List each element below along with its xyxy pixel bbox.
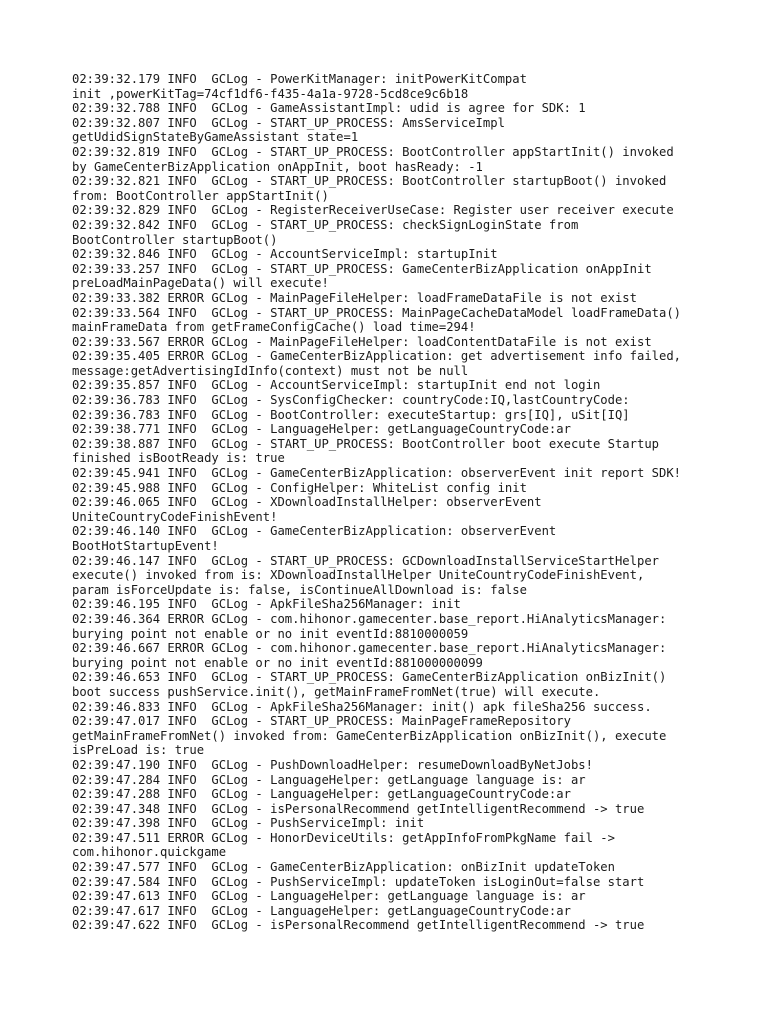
log-line: 02:39:46.653 INFO GCLog - START_UP_PROCESS: GameCenterBizApplication onBizInit() <box>72 670 667 685</box>
log-line: preLoadMainPageData() will execute! <box>72 276 329 291</box>
log-line: 02:39:32.819 INFO GCLog - START_UP_PROCESS: BootController appStartInit() invoked <box>72 144 674 159</box>
log-line: boot success pushService.init(), getMainFrameFromNet(true) will execute. <box>72 684 601 699</box>
log-line: param isForceUpdate is: false, isContinueAllDownload is: false <box>72 582 527 597</box>
log-line: 02:39:46.833 INFO GCLog - ApkFileSha256Manager: init() apk fileSha256 success. <box>72 699 652 714</box>
log-line: 02:39:33.257 INFO GCLog - START_UP_PROCESS: GameCenterBizApplication onAppInit <box>72 261 652 276</box>
log-line: 02:39:46.147 INFO GCLog - START_UP_PROCESS: GCDownloadInstallServiceStartHelper <box>72 553 659 568</box>
log-line: 02:39:47.190 INFO GCLog - PushDownloadHelper: resumeDownloadByNetJobs! <box>72 757 593 772</box>
log-line: 02:39:47.617 INFO GCLog - LanguageHelper: getLanguageCountryCode:ar <box>72 903 571 918</box>
log-line: 02:39:47.017 INFO GCLog - START_UP_PROCESS: MainPageFrameRepository <box>72 714 571 729</box>
log-line: 02:39:47.348 INFO GCLog - isPersonalRecommend getIntelligentRecommend -> true <box>72 801 645 816</box>
log-line: 02:39:46.364 ERROR GCLog - com.hihonor.gamecenter.base_report.HiAnalyticsManager: <box>72 611 667 626</box>
log-line: 02:39:32.788 INFO GCLog - GameAssistantImpl: udid is agree for SDK: 1 <box>72 101 586 116</box>
log-line: 02:39:47.288 INFO GCLog - LanguageHelper: getLanguageCountryCode:ar <box>72 787 571 802</box>
log-line: getMainFrameFromNet() invoked from: GameCenterBizApplication onBizInit(), execute <box>72 728 667 743</box>
log-line: UniteCountryCodeFinishEvent! <box>72 509 278 524</box>
log-line: message:getAdvertisingIdInfo(context) must not be null <box>72 363 469 378</box>
log-line: com.hihonor.quickgame <box>72 845 227 860</box>
log-line: 02:39:32.846 INFO GCLog - AccountServiceImpl: startupInit <box>72 247 498 262</box>
log-line: 02:39:47.398 INFO GCLog - PushServiceImpl: init <box>72 816 425 831</box>
log-line: 02:39:46.065 INFO GCLog - XDownloadInstallHelper: observerEvent <box>72 495 542 510</box>
log-line: isPreLoad is: true <box>72 743 205 758</box>
log-line: 02:39:35.857 INFO GCLog - AccountServiceImpl: startupInit end not login <box>72 378 601 393</box>
log-line: getUdidSignStateByGameAssistant state=1 <box>72 130 359 145</box>
log-line: finished isBootReady is: true <box>72 451 285 466</box>
log-line: 02:39:32.807 INFO GCLog - START_UP_PROCESS: AmsServiceImpl <box>72 115 505 130</box>
log-line: 02:39:47.613 INFO GCLog - LanguageHelper: getLanguage language is: ar <box>72 889 586 904</box>
log-line: from: BootController appStartInit() <box>72 188 329 203</box>
log-line: mainFrameData from getFrameConfigCache() load time=294! <box>72 320 476 335</box>
log-line: 02:39:32.829 INFO GCLog - RegisterReceiverUseCase: Register user receiver execute <box>72 203 674 218</box>
log-line: 02:39:32.821 INFO GCLog - START_UP_PROCESS: BootController startupBoot() invoked <box>72 174 667 189</box>
log-line: by GameCenterBizApplication onAppInit, boot hasReady: -1 <box>72 159 483 174</box>
log-line: 02:39:47.284 INFO GCLog - LanguageHelper: getLanguage language is: ar <box>72 772 586 787</box>
log-line: 02:39:46.667 ERROR GCLog - com.hihonor.gamecenter.base_report.HiAnalyticsManager: <box>72 641 667 656</box>
log-line: 02:39:33.382 ERROR GCLog - MainPageFileHelper: loadFrameDataFile is not exist <box>72 290 637 305</box>
log-line: 02:39:45.941 INFO GCLog - GameCenterBizApplication: observerEvent init report SDK! <box>72 466 682 481</box>
log-line: BootHotStartupEvent! <box>72 539 219 553</box>
log-line: 02:39:47.584 INFO GCLog - PushServiceImpl: updateToken isLoginOut=false start <box>72 874 645 889</box>
log-line: 02:39:33.564 INFO GCLog - START_UP_PROCESS: MainPageCacheDataModel loadFrameData() <box>72 305 682 320</box>
log-line: execute() invoked from is: XDownloadInstallHelper UniteCountryCodeFinishEvent, <box>72 568 645 583</box>
log-line: 02:39:32.842 INFO GCLog - START_UP_PROCESS: checkSignLoginState from <box>72 217 579 232</box>
log-line: init ,powerKitTag=74cf1df6-f435-4a1a-9728-5cd8ce9c6b18 <box>72 86 469 101</box>
log-line: 02:39:46.195 INFO GCLog - ApkFileSha256Manager: init <box>72 597 461 612</box>
log-line: 02:39:38.771 INFO GCLog - LanguageHelper: getLanguageCountryCode:ar <box>72 422 571 437</box>
log-line: 02:39:46.140 INFO GCLog - GameCenterBizApplication: observerEvent <box>72 524 557 539</box>
log-line: 02:39:47.511 ERROR GCLog - HonorDeviceUtils: getAppInfoFromPkgName fail -> <box>72 830 615 845</box>
log-line: 02:39:35.405 ERROR GCLog - GameCenterBizApplication: get advertisement info failed, <box>72 349 682 364</box>
log-line: 02:39:45.988 INFO GCLog - ConfigHelper: WhiteList config init <box>72 480 527 495</box>
log-line: 02:39:38.887 INFO GCLog - START_UP_PROCESS: BootController boot execute Startup <box>72 436 659 451</box>
log-line: 02:39:47.622 INFO GCLog - isPersonalRecommend getIntelligentRecommend -> true <box>72 918 645 933</box>
log-line: 02:39:36.783 INFO GCLog - BootController: executeStartup: grs[IQ], uSit[IQ] <box>72 407 630 422</box>
log-line: BootController startupBoot() <box>72 232 278 247</box>
log-line: burying point not enable or no init eventId:881000000099 <box>72 655 483 670</box>
log-line: 02:39:47.577 INFO GCLog - GameCenterBizApplication: onBizInit updateToken <box>72 860 615 875</box>
log-line: burying point not enable or no init eventId:8810000059 <box>72 626 469 641</box>
log-line: 02:39:36.783 INFO GCLog - SysConfigChecker: countryCode:IQ,lastCountryCode: <box>72 393 630 408</box>
log-line: 02:39:33.567 ERROR GCLog - MainPageFileHelper: loadContentDataFile is not exist <box>72 334 652 349</box>
log-document <box>72 72 732 933</box>
log-line: 02:39:32.179 INFO GCLog - PowerKitManager: initPowerKitCompat <box>72 72 527 86</box>
